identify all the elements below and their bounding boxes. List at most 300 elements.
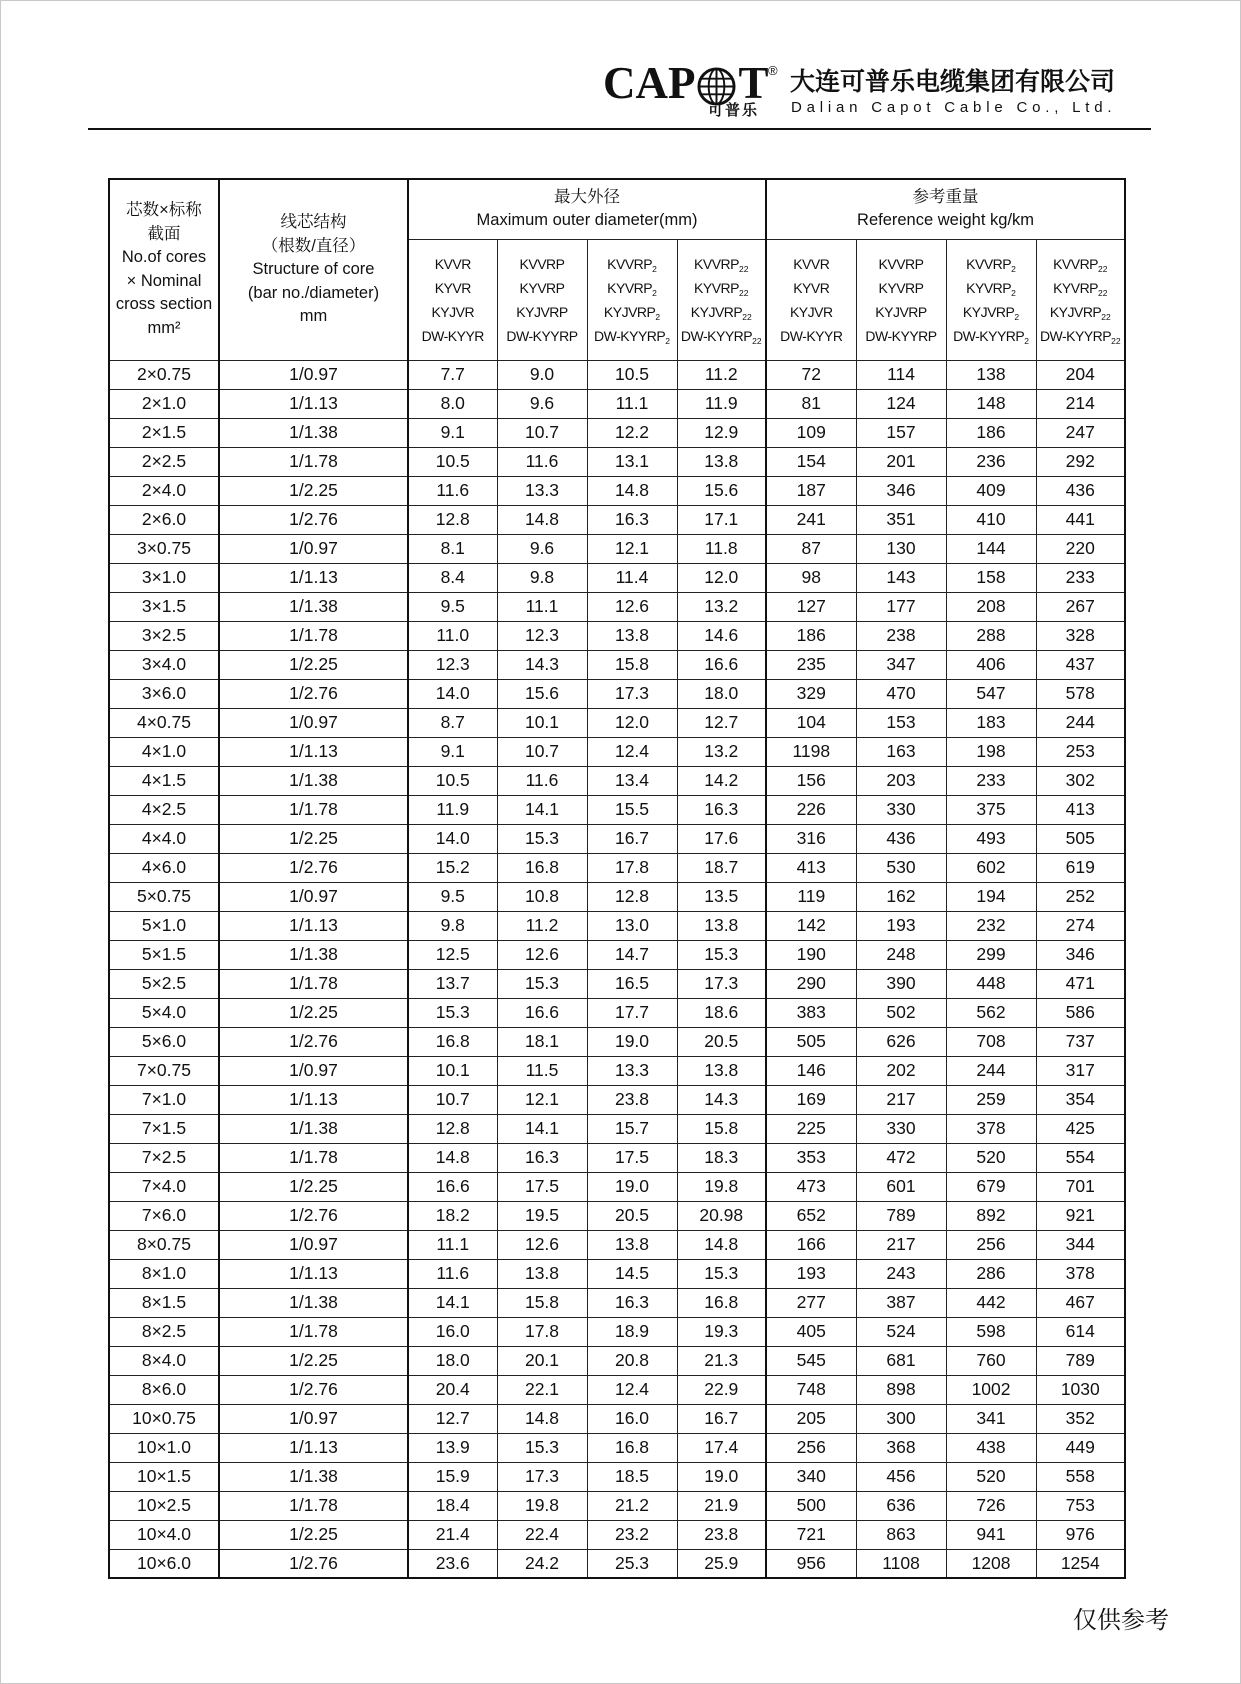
- cell-weight-kvvrp22: 378: [1036, 1259, 1125, 1288]
- cell-weight-kvvr: 290: [766, 969, 856, 998]
- cell-diameter-kvvrp22: 21.3: [677, 1346, 766, 1375]
- table-row: [109, 1375, 1125, 1404]
- cell-diameter-kvvrp2: 23.2: [587, 1520, 677, 1549]
- table-row: [109, 360, 1125, 389]
- cell-diameter-kvvr: 7.7: [408, 360, 497, 389]
- cell-diameter-kvvrp: 11.6: [497, 766, 587, 795]
- cell-diameter-kvvrp22: 12.0: [677, 563, 766, 592]
- model-name: [678, 276, 766, 300]
- cell-diameter-kvvr: 10.1: [408, 1056, 497, 1085]
- cell-core-structure: 1/2.25: [219, 476, 408, 505]
- cell-core-structure: 1/1.38: [219, 418, 408, 447]
- cell-core-section: 5×1.0: [109, 911, 219, 940]
- cell-weight-kvvrp: 456: [856, 1462, 946, 1491]
- cell-diameter-kvvr: 18.4: [408, 1491, 497, 1520]
- cell-weight-kvvrp22: 449: [1036, 1433, 1125, 1462]
- cell-core-section: 2×0.75: [109, 360, 219, 389]
- cell-diameter-kvvrp2: 12.4: [587, 737, 677, 766]
- cell-core-structure: 1/1.13: [219, 1433, 408, 1462]
- cell-weight-kvvrp: 1108: [856, 1549, 946, 1578]
- cell-weight-kvvrp2: 442: [946, 1288, 1036, 1317]
- table-row: [109, 1027, 1125, 1056]
- cell-weight-kvvrp22: 578: [1036, 679, 1125, 708]
- cell-weight-kvvrp2: 198: [946, 737, 1036, 766]
- header-line: Reference weight kg/km: [857, 211, 1035, 230]
- table-row: [109, 969, 1125, 998]
- header-line: No.of cores: [121, 248, 207, 267]
- cell-weight-kvvr: 505: [766, 1027, 856, 1056]
- table-row: [109, 911, 1125, 940]
- header-line: （根数/直径）: [261, 236, 366, 255]
- cell-diameter-kvvr: 9.8: [408, 911, 497, 940]
- cell-diameter-kvvrp2: 19.0: [587, 1027, 677, 1056]
- cell-diameter-kvvrp22: 20.5: [677, 1027, 766, 1056]
- cell-diameter-kvvrp: 12.6: [497, 940, 587, 969]
- cell-weight-kvvrp22: 614: [1036, 1317, 1125, 1346]
- cell-weight-kvvr: 383: [766, 998, 856, 1027]
- model-name-subscript: 22: [1111, 335, 1121, 346]
- header-diameter-models: [677, 239, 766, 360]
- spec-table: [108, 178, 1126, 1579]
- cell-diameter-kvvrp22: 18.0: [677, 679, 766, 708]
- model-name-text: DW-KYYRP: [953, 327, 1025, 344]
- model-name: [678, 324, 766, 348]
- cell-diameter-kvvrp22: 16.3: [677, 795, 766, 824]
- model-name-text: DW-KYYRP: [1039, 327, 1112, 344]
- cell-diameter-kvvrp2: 15.7: [587, 1114, 677, 1143]
- cell-diameter-kvvrp22: 16.8: [677, 1288, 766, 1317]
- cell-weight-kvvr: 545: [766, 1346, 856, 1375]
- model-name: [857, 300, 946, 324]
- table-row: [109, 708, 1125, 737]
- cell-diameter-kvvrp22: 19.3: [677, 1317, 766, 1346]
- cell-diameter-kvvrp22: 19.0: [677, 1462, 766, 1491]
- cell-core-section: 10×6.0: [109, 1549, 219, 1578]
- cell-diameter-kvvrp22: 14.3: [677, 1085, 766, 1114]
- table-row: [109, 1520, 1125, 1549]
- cell-core-structure: 1/0.97: [219, 1404, 408, 1433]
- cell-weight-kvvrp2: 1208: [946, 1549, 1036, 1578]
- cell-weight-kvvrp22: 558: [1036, 1462, 1125, 1491]
- cell-diameter-kvvr: 23.6: [408, 1549, 497, 1578]
- cell-core-section: 5×6.0: [109, 1027, 219, 1056]
- cell-diameter-kvvrp: 12.3: [497, 621, 587, 650]
- cell-weight-kvvrp2: 208: [946, 592, 1036, 621]
- cell-diameter-kvvrp22: 14.8: [677, 1230, 766, 1259]
- cell-core-section: 3×4.0: [109, 650, 219, 679]
- cell-diameter-kvvr: 14.0: [408, 679, 497, 708]
- cell-core-section: 3×0.75: [109, 534, 219, 563]
- cell-weight-kvvrp22: 471: [1036, 969, 1125, 998]
- cell-weight-kvvrp22: 352: [1036, 1404, 1125, 1433]
- model-name: [498, 252, 587, 276]
- cell-core-structure: 1/1.38: [219, 940, 408, 969]
- table-row: [109, 1114, 1125, 1143]
- table-body: [109, 360, 1125, 1578]
- model-name-subscript: 22: [1101, 311, 1111, 322]
- cell-diameter-kvvr: 13.7: [408, 969, 497, 998]
- cell-weight-kvvr: 256: [766, 1433, 856, 1462]
- cell-core-section: 5×4.0: [109, 998, 219, 1027]
- model-name-subscript: 22: [1098, 287, 1108, 298]
- cell-diameter-kvvrp: 19.5: [497, 1201, 587, 1230]
- cell-core-structure: 1/1.78: [219, 621, 408, 650]
- header-line: Maximum outer diameter(mm): [476, 211, 698, 230]
- cell-weight-kvvrp22: 354: [1036, 1085, 1125, 1114]
- model-name: [1037, 276, 1125, 300]
- cell-weight-kvvrp: 202: [856, 1056, 946, 1085]
- cell-diameter-kvvrp: 9.6: [497, 534, 587, 563]
- cell-diameter-kvvrp: 14.8: [497, 1404, 587, 1433]
- cell-weight-kvvrp2: 602: [946, 853, 1036, 882]
- cell-weight-kvvr: 119: [766, 882, 856, 911]
- cell-diameter-kvvrp2: 18.9: [587, 1317, 677, 1346]
- cell-weight-kvvrp: 387: [856, 1288, 946, 1317]
- cell-diameter-kvvr: 12.3: [408, 650, 497, 679]
- cell-diameter-kvvrp2: 13.1: [587, 447, 677, 476]
- cell-diameter-kvvrp: 19.8: [497, 1491, 587, 1520]
- cell-diameter-kvvrp2: 17.7: [587, 998, 677, 1027]
- cell-diameter-kvvr: 13.9: [408, 1433, 497, 1462]
- cell-core-structure: 1/1.78: [219, 1491, 408, 1520]
- cell-diameter-kvvrp22: 17.4: [677, 1433, 766, 1462]
- cell-weight-kvvrp: 130: [856, 534, 946, 563]
- cell-weight-kvvrp2: 547: [946, 679, 1036, 708]
- cell-weight-kvvrp22: 737: [1036, 1027, 1125, 1056]
- registered-mark: ®: [768, 63, 778, 78]
- cell-diameter-kvvr: 11.0: [408, 621, 497, 650]
- cell-weight-kvvrp2: 448: [946, 969, 1036, 998]
- cell-weight-kvvrp2: 941: [946, 1520, 1036, 1549]
- table-row: [109, 1056, 1125, 1085]
- model-name-text: KYVRP: [694, 279, 740, 296]
- cell-diameter-kvvr: 8.4: [408, 563, 497, 592]
- header-line: mm²: [147, 318, 181, 337]
- model-name-text: KYVRP: [519, 279, 565, 296]
- cell-diameter-kvvrp2: 23.8: [587, 1085, 677, 1114]
- cell-weight-kvvrp2: 144: [946, 534, 1036, 563]
- cell-diameter-kvvrp: 14.3: [497, 650, 587, 679]
- cell-weight-kvvrp: 346: [856, 476, 946, 505]
- model-name-text: KVVR: [434, 255, 471, 272]
- cell-weight-kvvrp: 124: [856, 389, 946, 418]
- cell-core-structure: 1/1.78: [219, 969, 408, 998]
- cell-weight-kvvrp2: 375: [946, 795, 1036, 824]
- cell-diameter-kvvrp: 14.1: [497, 1114, 587, 1143]
- cell-core-structure: 1/2.25: [219, 824, 408, 853]
- cell-weight-kvvrp2: 259: [946, 1085, 1036, 1114]
- header-line: 线芯结构: [280, 213, 347, 231]
- cell-weight-kvvrp2: 679: [946, 1172, 1036, 1201]
- model-name: [947, 276, 1036, 300]
- cell-weight-kvvrp2: 148: [946, 389, 1036, 418]
- table-row: [109, 1172, 1125, 1201]
- cell-diameter-kvvrp22: 25.9: [677, 1549, 766, 1578]
- cell-core-section: 4×0.75: [109, 708, 219, 737]
- cell-core-structure: 1/2.25: [219, 650, 408, 679]
- table-row: [109, 1230, 1125, 1259]
- cell-weight-kvvr: 500: [766, 1491, 856, 1520]
- model-name: [857, 252, 946, 276]
- table-row: [109, 534, 1125, 563]
- model-name-text: DW-KYYRP: [506, 327, 578, 344]
- cell-diameter-kvvrp2: 14.5: [587, 1259, 677, 1288]
- cell-weight-kvvrp22: 214: [1036, 389, 1125, 418]
- cell-diameter-kvvrp2: 15.8: [587, 650, 677, 679]
- cell-weight-kvvr: 473: [766, 1172, 856, 1201]
- cell-core-section: 4×1.0: [109, 737, 219, 766]
- cell-core-section: 8×6.0: [109, 1375, 219, 1404]
- model-name: [498, 300, 587, 324]
- cell-diameter-kvvr: 9.1: [408, 418, 497, 447]
- cell-diameter-kvvrp2: 16.5: [587, 969, 677, 998]
- cell-weight-kvvrp2: 341: [946, 1404, 1036, 1433]
- cell-weight-kvvrp22: 252: [1036, 882, 1125, 911]
- cell-weight-kvvr: 277: [766, 1288, 856, 1317]
- cell-diameter-kvvrp22: 22.9: [677, 1375, 766, 1404]
- model-name: [1037, 324, 1125, 348]
- cell-weight-kvvr: 166: [766, 1230, 856, 1259]
- cell-weight-kvvrp: 153: [856, 708, 946, 737]
- cell-core-section: 4×2.5: [109, 795, 219, 824]
- cell-diameter-kvvr: 8.0: [408, 389, 497, 418]
- cell-weight-kvvrp2: 158: [946, 563, 1036, 592]
- cell-weight-kvvrp22: 344: [1036, 1230, 1125, 1259]
- table-row: [109, 882, 1125, 911]
- cell-diameter-kvvrp22: 15.3: [677, 1259, 766, 1288]
- cell-core-section: 5×1.5: [109, 940, 219, 969]
- model-name: [767, 276, 856, 300]
- logo-text-right: T: [738, 58, 769, 108]
- cell-diameter-kvvrp22: 16.7: [677, 1404, 766, 1433]
- cell-core-structure: 1/1.78: [219, 795, 408, 824]
- header-weight-models: [856, 239, 946, 360]
- cell-diameter-kvvrp22: 18.6: [677, 998, 766, 1027]
- table-row: [109, 1404, 1125, 1433]
- cell-core-section: 8×4.0: [109, 1346, 219, 1375]
- cell-weight-kvvrp: 163: [856, 737, 946, 766]
- cell-core-structure: 1/1.13: [219, 1085, 408, 1114]
- model-name-text: DW-KYYRP: [594, 327, 666, 344]
- cell-weight-kvvr: 316: [766, 824, 856, 853]
- cell-weight-kvvrp2: 892: [946, 1201, 1036, 1230]
- header-line: × Nominal: [126, 271, 202, 290]
- cell-diameter-kvvrp2: 12.8: [587, 882, 677, 911]
- model-name: [409, 324, 497, 348]
- cell-diameter-kvvr: 14.0: [408, 824, 497, 853]
- cell-core-structure: 1/2.76: [219, 679, 408, 708]
- model-name-text: DW-KYYRP: [865, 327, 937, 344]
- cell-weight-kvvr: 405: [766, 1317, 856, 1346]
- cell-diameter-kvvrp: 12.6: [497, 1230, 587, 1259]
- cell-core-section: 4×6.0: [109, 853, 219, 882]
- cell-weight-kvvr: 241: [766, 505, 856, 534]
- model-name: [498, 276, 587, 300]
- cell-weight-kvvr: 98: [766, 563, 856, 592]
- cell-diameter-kvvrp: 10.8: [497, 882, 587, 911]
- cell-core-structure: 1/1.13: [219, 563, 408, 592]
- table-row: [109, 940, 1125, 969]
- cell-core-section: 3×1.0: [109, 563, 219, 592]
- cell-core-section: 8×0.75: [109, 1230, 219, 1259]
- company-logo: [603, 58, 769, 108]
- model-name: [678, 252, 766, 276]
- model-name-text: DW-KYYR: [780, 327, 843, 344]
- cell-weight-kvvrp: 601: [856, 1172, 946, 1201]
- cell-diameter-kvvr: 16.0: [408, 1317, 497, 1346]
- model-name: [1037, 300, 1125, 324]
- model-name: [767, 252, 856, 276]
- cell-core-section: 10×1.5: [109, 1462, 219, 1491]
- cell-diameter-kvvrp: 13.3: [497, 476, 587, 505]
- cell-diameter-kvvrp: 10.7: [497, 737, 587, 766]
- cell-diameter-kvvrp: 14.8: [497, 505, 587, 534]
- cell-diameter-kvvrp: 11.2: [497, 911, 587, 940]
- cell-diameter-kvvrp2: 16.8: [587, 1433, 677, 1462]
- model-name: [588, 252, 677, 276]
- cell-weight-kvvrp2: 493: [946, 824, 1036, 853]
- cell-diameter-kvvrp: 24.2: [497, 1549, 587, 1578]
- model-name-subscript: 22: [739, 287, 749, 298]
- cell-diameter-kvvrp2: 12.1: [587, 534, 677, 563]
- cell-diameter-kvvrp2: 20.8: [587, 1346, 677, 1375]
- cell-weight-kvvrp2: 186: [946, 418, 1036, 447]
- cell-weight-kvvrp22: 247: [1036, 418, 1125, 447]
- cell-weight-kvvrp22: 267: [1036, 592, 1125, 621]
- cell-core-structure: 1/0.97: [219, 1056, 408, 1085]
- cell-diameter-kvvrp2: 13.8: [587, 1230, 677, 1259]
- table-row: [109, 824, 1125, 853]
- cell-diameter-kvvrp: 9.0: [497, 360, 587, 389]
- cell-diameter-kvvr: 16.8: [408, 1027, 497, 1056]
- footer-note: 仅供参考: [1073, 1607, 1169, 1634]
- cell-diameter-kvvrp22: 12.7: [677, 708, 766, 737]
- cell-diameter-kvvrp22: 18.7: [677, 853, 766, 882]
- table-row: [109, 592, 1125, 621]
- cell-weight-kvvrp: 390: [856, 969, 946, 998]
- cell-weight-kvvrp22: 789: [1036, 1346, 1125, 1375]
- cell-weight-kvvrp22: 253: [1036, 737, 1125, 766]
- table-row: [109, 563, 1125, 592]
- cell-diameter-kvvrp: 15.3: [497, 1433, 587, 1462]
- cell-weight-kvvrp: 681: [856, 1346, 946, 1375]
- header-row-groups: [109, 179, 1125, 239]
- globe-icon: [697, 67, 736, 106]
- cell-weight-kvvrp: 248: [856, 940, 946, 969]
- model-name-text: DW-KYYR: [421, 327, 484, 344]
- cell-diameter-kvvrp22: 15.6: [677, 476, 766, 505]
- cell-weight-kvvrp: 217: [856, 1085, 946, 1114]
- cell-diameter-kvvrp22: 15.3: [677, 940, 766, 969]
- table-row: [109, 853, 1125, 882]
- cell-diameter-kvvrp2: 16.0: [587, 1404, 677, 1433]
- cell-weight-kvvrp: 351: [856, 505, 946, 534]
- cell-diameter-kvvr: 10.5: [408, 766, 497, 795]
- cell-weight-kvvrp22: 976: [1036, 1520, 1125, 1549]
- cell-core-structure: 1/0.97: [219, 534, 408, 563]
- logo-text-left: CAP: [603, 58, 696, 108]
- cell-diameter-kvvrp: 12.1: [497, 1085, 587, 1114]
- model-name-subscript: 2: [1011, 263, 1016, 274]
- cell-weight-kvvrp22: 1030: [1036, 1375, 1125, 1404]
- model-name: [857, 276, 946, 300]
- cell-weight-kvvrp2: 138: [946, 360, 1036, 389]
- cell-weight-kvvr: 225: [766, 1114, 856, 1143]
- cell-weight-kvvrp2: 286: [946, 1259, 1036, 1288]
- cell-core-section: 3×6.0: [109, 679, 219, 708]
- cell-weight-kvvrp2: 244: [946, 1056, 1036, 1085]
- cell-weight-kvvrp: 436: [856, 824, 946, 853]
- cell-diameter-kvvrp2: 17.8: [587, 853, 677, 882]
- cell-diameter-kvvrp: 15.3: [497, 969, 587, 998]
- cell-diameter-kvvr: 15.9: [408, 1462, 497, 1491]
- cell-weight-kvvrp: 472: [856, 1143, 946, 1172]
- model-name: [767, 300, 856, 324]
- cell-core-structure: 1/2.76: [219, 853, 408, 882]
- table-row: [109, 505, 1125, 534]
- model-name-subscript: 2: [665, 335, 670, 346]
- cell-diameter-kvvr: 12.5: [408, 940, 497, 969]
- table-row: [109, 1549, 1125, 1578]
- header-weight-models: [766, 239, 856, 360]
- cell-core-section: 7×1.0: [109, 1085, 219, 1114]
- cell-weight-kvvrp22: 436: [1036, 476, 1125, 505]
- cell-weight-kvvrp2: 406: [946, 650, 1036, 679]
- cell-weight-kvvr: 340: [766, 1462, 856, 1491]
- cell-weight-kvvrp2: 1002: [946, 1375, 1036, 1404]
- cell-core-structure: 1/2.25: [219, 1346, 408, 1375]
- model-name-subscript: 22: [752, 335, 762, 346]
- model-name-text: KYJVRP: [516, 303, 568, 320]
- cell-core-section: 5×2.5: [109, 969, 219, 998]
- model-name: [857, 324, 946, 348]
- cell-diameter-kvvrp: 13.8: [497, 1259, 587, 1288]
- cell-core-section: 2×1.0: [109, 389, 219, 418]
- cell-diameter-kvvrp: 22.1: [497, 1375, 587, 1404]
- cell-weight-kvvrp22: 425: [1036, 1114, 1125, 1143]
- cell-diameter-kvvr: 21.4: [408, 1520, 497, 1549]
- cell-core-structure: 1/0.97: [219, 882, 408, 911]
- model-name-subscript: 2: [652, 287, 657, 298]
- model-name-text: KVVRP: [519, 255, 565, 272]
- cell-diameter-kvvrp: 17.5: [497, 1172, 587, 1201]
- cell-weight-kvvrp2: 520: [946, 1462, 1036, 1491]
- cell-core-structure: 1/2.76: [219, 1549, 408, 1578]
- cell-weight-kvvrp2: 438: [946, 1433, 1036, 1462]
- cell-weight-kvvrp22: 328: [1036, 621, 1125, 650]
- cell-weight-kvvrp: 898: [856, 1375, 946, 1404]
- model-name: [678, 300, 766, 324]
- cell-diameter-kvvr: 20.4: [408, 1375, 497, 1404]
- cell-core-section: 4×4.0: [109, 824, 219, 853]
- cell-weight-kvvrp: 238: [856, 621, 946, 650]
- cell-weight-kvvrp2: 288: [946, 621, 1036, 650]
- table-row: [109, 1288, 1125, 1317]
- cell-weight-kvvrp: 626: [856, 1027, 946, 1056]
- cell-weight-kvvrp: 217: [856, 1230, 946, 1259]
- cell-diameter-kvvrp2: 12.0: [587, 708, 677, 737]
- cell-core-structure: 1/1.78: [219, 1317, 408, 1346]
- logo-chinese-name: 可普乐: [708, 102, 760, 119]
- cell-diameter-kvvrp2: 13.3: [587, 1056, 677, 1085]
- cell-diameter-kvvrp22: 16.6: [677, 650, 766, 679]
- cell-diameter-kvvrp22: 23.8: [677, 1520, 766, 1549]
- cell-weight-kvvr: 146: [766, 1056, 856, 1085]
- model-name-text: KYJVRP: [603, 303, 656, 320]
- cell-diameter-kvvrp: 16.3: [497, 1143, 587, 1172]
- cell-diameter-kvvrp: 14.1: [497, 795, 587, 824]
- cell-weight-kvvr: 142: [766, 911, 856, 940]
